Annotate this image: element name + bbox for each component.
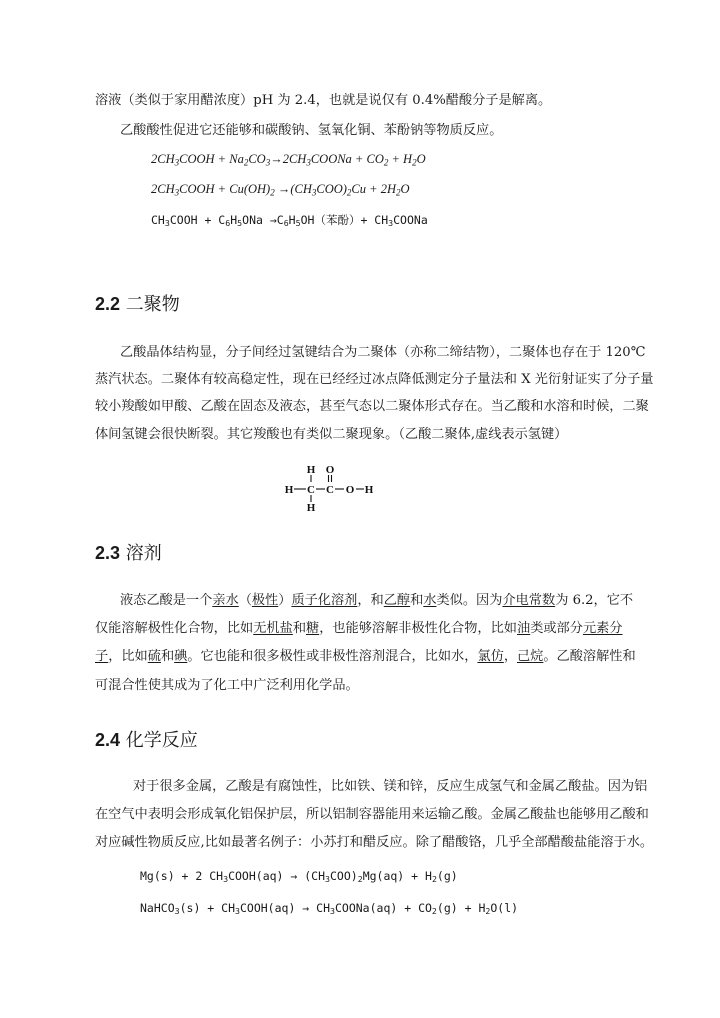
equation-text: Mg(s) + 2 CH [140,869,224,883]
equation-subscript: 3 [235,906,240,917]
equation-text: + H [388,152,413,166]
equation-subscript: 3 [223,874,229,885]
equation-subscript: 5 [295,218,301,229]
heading-2-4 [95,726,198,752]
equation-subscript: 5 [237,218,243,229]
equation-subscript: 3 [265,157,271,168]
link-hydrophilic[interactable]: 亲水 [212,593,239,608]
sec23-line-2: 仅能溶解极性化合物，比如无机盐和糖，也能够溶解非极性化合物，比如油类或部分元素分 [95,621,623,636]
atom-h-top: H [306,464,316,476]
equation-text: O [400,182,410,196]
equation-text: OH（苯酚）+ CH [300,213,389,227]
equation-text: O(l) [490,901,519,915]
equation-text: ONa →C [242,213,284,227]
atom-h-bottom: H [306,502,316,514]
sec22-line-1: 乙酸晶体结构显，分子间经过氢键结合为二聚体（亦称二缔结物），二聚体也存在于 120℃ [120,345,646,360]
equation-copper-hydroxide [151,182,410,197]
equation-text: CH [151,213,165,227]
equation-text: COOH(aq) → CH [239,901,330,915]
equation-text: COONa [393,213,428,227]
equation-magnesium [140,869,458,883]
atom-h-left: H [284,484,294,496]
equation-text: →(CH [274,182,312,196]
equation-subscript: 3 [174,906,180,917]
equation-subscript: 3 [174,157,180,168]
equation-text: COOH(aq) → (CH [228,869,326,883]
equation-text: COO) [316,182,347,196]
equation-text: O [416,152,426,166]
link-element-molecule[interactable]: 元素分 [582,621,623,636]
link-dielectric-constant[interactable]: 介电常数 [502,593,556,608]
sec24-line-2: 在空气中表明会形成氧化铝保护层，所以铝制容器能用来运输乙酸。金属乙酸盐也能够用乙酸和 [95,807,649,822]
equation-subscript: 3 [325,874,330,885]
equation-subscript: 2 [243,157,249,168]
equation-text: →2CH [270,152,307,166]
equation-text: Mg(aq) + H [362,869,432,883]
link-protic-solvent[interactable]: 质子化溶剂 [291,593,358,608]
equation-text: Cu + 2H [351,182,396,196]
intro-line-2: 乙酸酸性促进它还能够和碳酸钠、氢氧化铜、苯酚钠等物质反应。 [120,123,503,138]
sec22-line-4: 体间氢键会很快断裂。其它羧酸也有类似二聚现象。（乙酸二聚体,虚线表示氢键） [95,427,568,442]
equation-subscript: 2 [346,187,352,198]
equation-text: COO) [330,869,358,883]
equation-baking-soda [140,901,518,915]
equation-text: COONa(aq) + CO [334,901,432,915]
equation-subscript: 2 [431,906,437,917]
sec23-line-3: 子，比如硫和碘。它也能和很多极性或非极性溶剂混合，比如水，氯仿，己烷。乙酸溶解性和 [95,649,636,664]
equation-text: H [230,213,238,227]
heading-title: 化学反应 [125,730,198,751]
link-inorganic-salt[interactable]: 无机盐 [253,621,293,636]
equation-text: COONa + CO [310,152,384,166]
atom-o-hydroxyl: O [345,484,355,496]
equation-text: (g) [436,869,458,883]
heading-number: 2.4 [95,730,121,750]
equation-text: (s) + CH [179,901,235,915]
equation-text: COOH + C [169,213,226,227]
equation-subscript: 2 [431,874,437,885]
equation-subscript: 2 [485,906,491,917]
equation-sodium-carbonate [151,152,426,167]
heading-title: 溶剂 [125,543,162,564]
heading-number: 2.3 [95,543,121,563]
sec22-line-3: 较小羧酸如甲酸、乙酸在固态及液态，甚至气态以二聚体形式存在。当乙酸和水溶和时候，二聚 [95,399,649,414]
link-water[interactable]: 水 [423,593,437,608]
link-iodine[interactable]: 碘 [174,649,188,664]
heading-title: 二聚物 [125,294,180,315]
equation-subscript: 3 [164,218,170,229]
equation-subscript: 3 [311,187,317,198]
link-chloroform[interactable]: 氯仿 [477,649,504,664]
link-polarity[interactable]: 极性 [251,593,279,608]
sec24-line-3: 对应碱性物质反应,比如最著名例子：小苏打和醋反应。除了醋酸铬，几乎全部醋酸盐能溶于水。 [95,835,654,850]
equation-text: COOH + Na [179,152,244,166]
heading-2-2 [95,290,180,316]
acetic-acid-structure-diagram [280,462,380,516]
equation-text: 2CH [151,152,175,166]
equation-subscript: 3 [388,218,394,229]
equation-text: (g) + H [436,901,486,915]
intro-line-1: 溶液（类似于家用醋浓度）pH 为 2.4，也就是说仅有 0.4%醋酸分子是解离。 [95,93,552,108]
equation-text: NaHCO [140,901,175,915]
equation-text: 2CH [151,182,175,196]
equation-sodium-phenoxide [151,212,428,228]
equation-text: H [288,213,296,227]
equation-subscript: 3 [306,157,311,168]
equation-text: CO [248,152,266,166]
link-ethanol[interactable]: 乙醇 [383,593,411,608]
equation-subscript: 2 [270,187,275,198]
sec22-line-2: 蒸汽状态。二聚体有较高稳定性，现在已经经过冰点降低测定分子量法和 X 光衍射证实了分子量 [95,372,654,387]
heading-number: 2.2 [95,294,121,314]
equation-subscript: 6 [225,218,231,229]
link-oil[interactable]: 油 [517,621,531,636]
equation-subscript: 6 [283,218,289,229]
atom-o-carbonyl: O [325,464,335,476]
equation-subscript: 2 [383,157,389,168]
equation-text: COOH + Cu(OH) [179,182,271,196]
link-sulfur[interactable]: 硫 [147,649,161,664]
equation-subscript: 2 [412,157,417,168]
sec24-line-1: 对于很多金属，乙酸是有腐蚀性，比如铁、镁和锌，反应生成氢气和金属乙酸盐。因为铝 [133,779,648,794]
link-hexane[interactable]: 己烷 [517,649,544,664]
link-sugar[interactable]: 糖 [306,621,320,636]
sec23-line-1: 液态乙酸是一个亲水（极性）质子化溶剂，和乙醇和水类似。因为介电常数为 6.2，它不 [120,593,634,608]
equation-subscript: 2 [357,874,363,885]
equation-subscript: 3 [174,187,180,198]
atom-h-hydroxyl: H [364,484,374,496]
equation-subscript: 2 [395,187,401,198]
atom-c-methyl: C [307,484,315,496]
heading-2-3 [95,539,162,565]
equation-subscript: 3 [330,906,335,917]
atom-c-carboxyl: C [326,484,334,496]
sec23-line-4: 可混合性使其成为了化工中广泛利用化学品。 [95,678,359,693]
link-element-molecule-cont[interactable]: 子 [95,649,109,664]
